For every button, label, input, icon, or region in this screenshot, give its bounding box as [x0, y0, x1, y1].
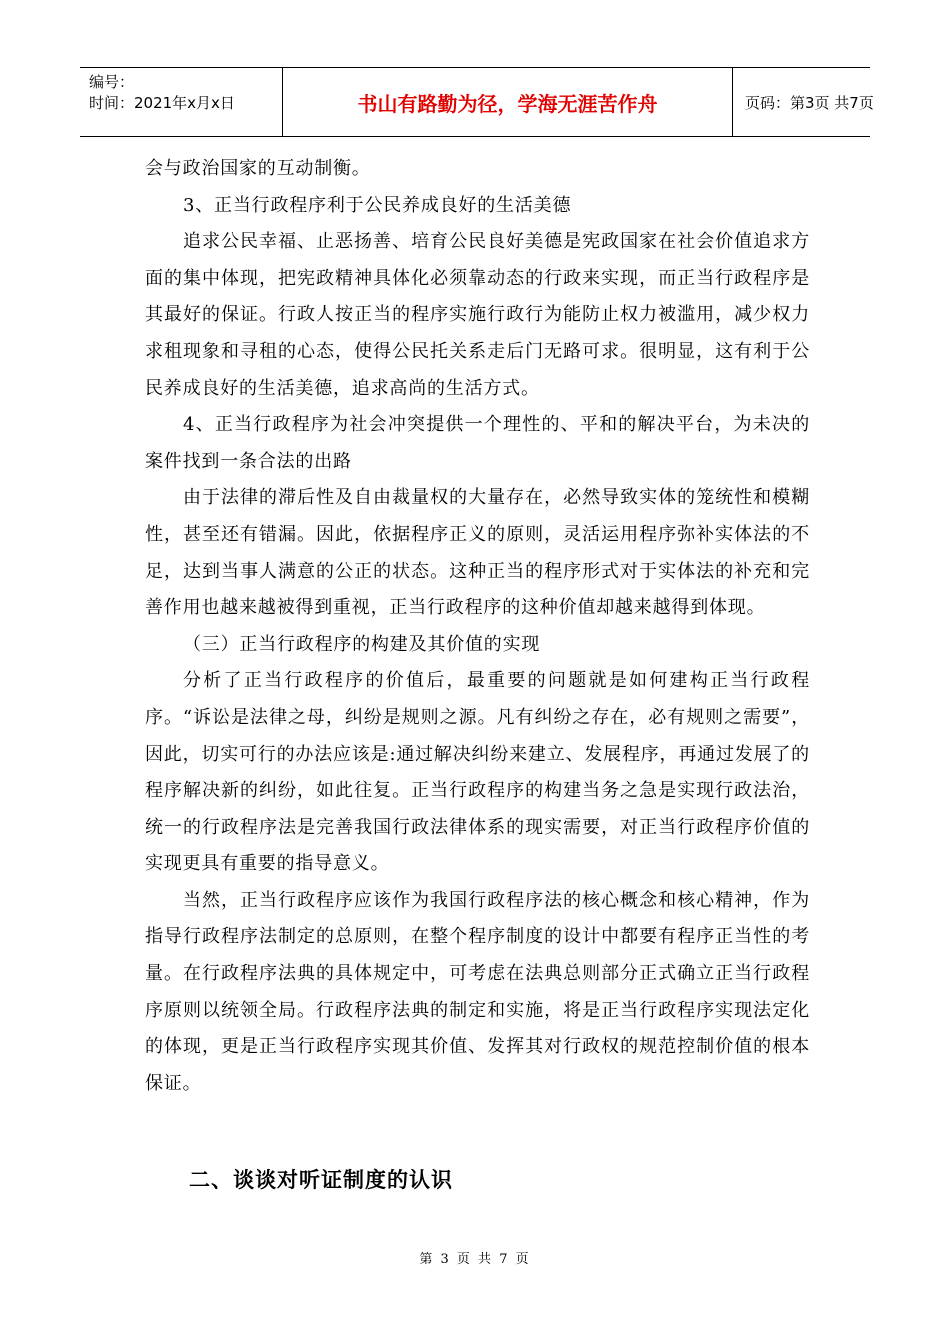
paragraph-7: 分析了正当行政程序的价值后，最重要的问题就是如何建构正当行政程序。“诉讼是法律之母，纠纷是规则之源。凡有纠纷之存在，必有规则之需要”，因此，切实可行的办法应该是:通过解决纠纷来建立、发展程序，再通过发展了的程序解决新的纠纷，如此往复。正当行政程序的构建当务之急是实现行政法治，统一的行政程序法是完善我国行政法律体系的现实需要，对正当行政程序价值的实现更具有重要的指导意义。: [145, 670, 810, 875]
paragraph-3: 追求公民幸福、止恶扬善、培育公民良好美德是宪政国家在社会价值追求方面的集中体现，把宪政精神具体化必须靠动态的行政来实现，而正当行政程序是其最好的保证。行政人按正当的程序实施行政行为能防止权力被滥用，减少权力求租现象和寻租的心态，使得公民托关系走后门无路可求。很明显，这有利于公民养成良好的生活美德，追求高尚的生活方式。: [145, 231, 810, 399]
header-time-label: 时间：2021年x月x日: [89, 94, 235, 112]
paragraph-2-heading: 3、正当行政程序利于公民养成良好的生活美德: [183, 194, 572, 216]
page-footer: 第 3 页 共 7 页: [419, 1252, 531, 1267]
paragraph-1: 会与政治国家的互动制衡。: [145, 158, 371, 179]
paragraph-8: 当然，正当行政程序应该作为我国行政程序法的核心概念和核心精神，作为指导行政程序法制定的总原则，在整个程序制度的设计中都要有程序正当性的考量。在行政程序法典的具体规定中，可考虑在法典总则部分正式确立正当行政程序原则以统领全局。行政程序法典的制定和实施，将是正当行政程序实现法定化的体现，更是正当行政程序实现其价值、发挥其对行政权的规范控制价值的根本保证。: [145, 889, 810, 1094]
document-body: [145, 151, 810, 1102]
header-motto: 书山有路勤为径，学海无涯苦作舟: [283, 68, 733, 136]
section-title: 二、谈谈对听证制度的认识: [189, 1168, 453, 1192]
header-number-label: 编号：: [89, 73, 135, 91]
paragraph-4-heading: 4、正当行政程序为社会冲突提供一个理性的、平和的解决平台，为未决的案件找到一条合法的出路: [145, 414, 810, 472]
header-meta: [80, 68, 283, 136]
page-header: [80, 67, 874, 137]
header-page-label: 页码：第3页 共7页: [745, 93, 874, 112]
paragraph-5: 由于法律的滞后性及自由裁量权的大量存在，必然导致实体的笼统性和模糊性，甚至还有错漏。因此，依据程序正义的原则，灵活运用程序弥补实体法的不足，达到当事人满意的公正的状态。这种正当的程序形式对于实体法的补充和完善作用也越来越被得到重视，正当行政程序的这种价值却越来越得到体现。: [145, 487, 810, 619]
paragraph-6-subheading: （三）正当行政程序的构建及其价值的实现: [183, 633, 541, 655]
